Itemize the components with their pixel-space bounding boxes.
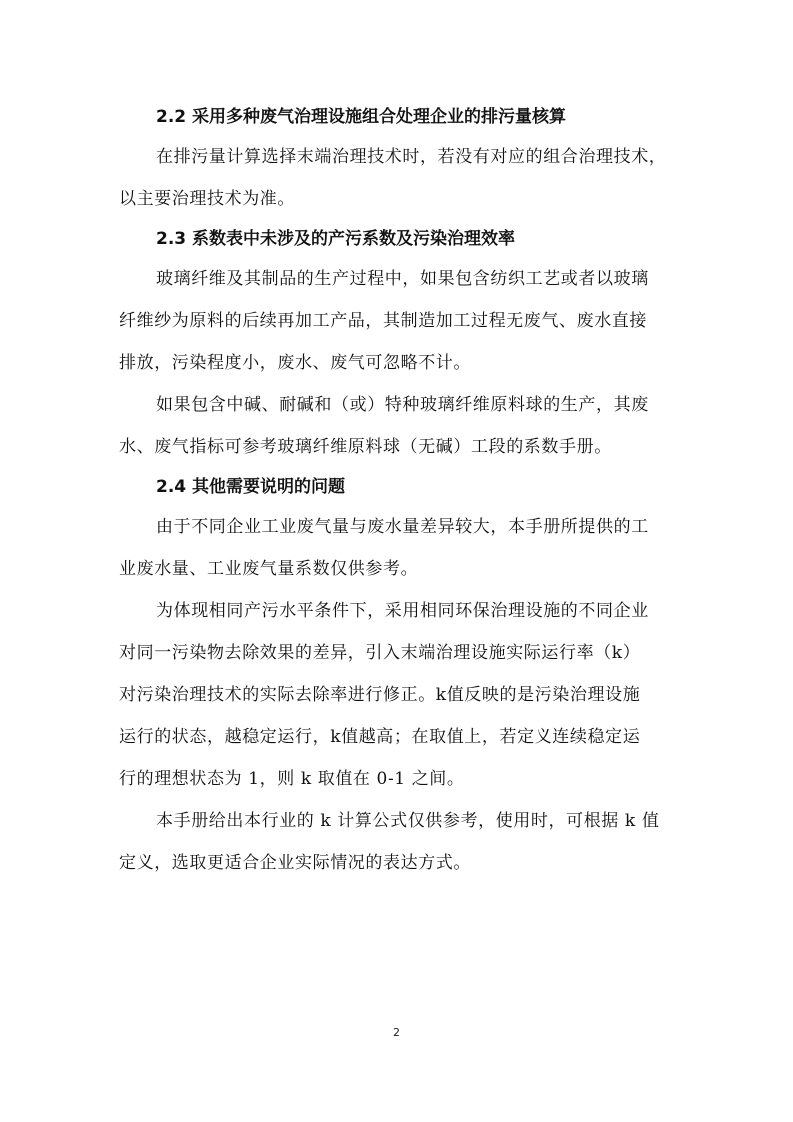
- text-line: 行的理想状态为 1，则 k 取值在 0-1 之间。: [119, 769, 465, 789]
- section-2-4: [119, 468, 679, 884]
- text-line: 如果包含中碱、耐碱和（或）特种玻璃纤维原料球的生产，其废: [156, 395, 649, 415]
- section-heading: 2.2 采用多种废气治理设施组合处理企业的排污量核算: [156, 107, 567, 127]
- text-line: 纤维纱为原料的后续再加工产品，其制造加工过程无废气、废水直接: [119, 311, 647, 331]
- section-heading: 2.4 其他需要说明的问题: [156, 477, 346, 497]
- text-line: 排放，污染程度小，废水、废气可忽略不计。: [119, 353, 471, 373]
- text-line: 运行的状态，越稳定运行，k值越高；在取值上，若定义连续稳定运: [119, 727, 641, 747]
- paragraph: [119, 258, 679, 384]
- text-line: 玻璃纤维及其制品的生产过程中，如果包含纺织工艺或者以玻璃: [156, 269, 649, 289]
- page-content: [119, 98, 679, 884]
- text-line: 以主要治理技术为准。: [119, 189, 295, 209]
- section-2-2: [119, 98, 679, 220]
- section-heading: 2.3 系数表中未涉及的产污系数及污染治理效率: [156, 229, 516, 249]
- page-number: 2: [393, 1026, 400, 1039]
- text-line: 业废水量、工业废气量系数仅供参考。: [119, 559, 419, 579]
- paragraph: [119, 136, 679, 220]
- text-line: 本手册给出本行业的 k 计算公式仅供参考，使用时，可根据 k 值: [156, 811, 660, 831]
- paragraph: [119, 590, 679, 800]
- text-line: 定义，选取更适合企业实际情况的表达方式。: [119, 853, 471, 873]
- paragraph: [119, 800, 679, 884]
- paragraph: [119, 506, 679, 590]
- section-2-3: [119, 220, 679, 468]
- paragraph: [119, 384, 679, 468]
- text-line: 水、废气指标可参考玻璃纤维原料球（无碱）工段的系数手册。: [119, 437, 612, 457]
- text-line: 对同一污染物去除效果的差异，引入末端治理设施实际运行率（k）: [119, 643, 641, 663]
- text-line: 由于不同企业工业废气量与废水量差异较大，本手册所提供的工: [156, 517, 649, 537]
- text-line: 为体现相同产污水平条件下，采用相同环保治理设施的不同企业: [156, 601, 649, 621]
- text-line: 对污染治理技术的实际去除率进行修正。k值反映的是污染治理设施: [119, 685, 641, 705]
- text-line: 在排污量计算选择末端治理技术时，若没有对应的组合治理技术，: [156, 147, 667, 167]
